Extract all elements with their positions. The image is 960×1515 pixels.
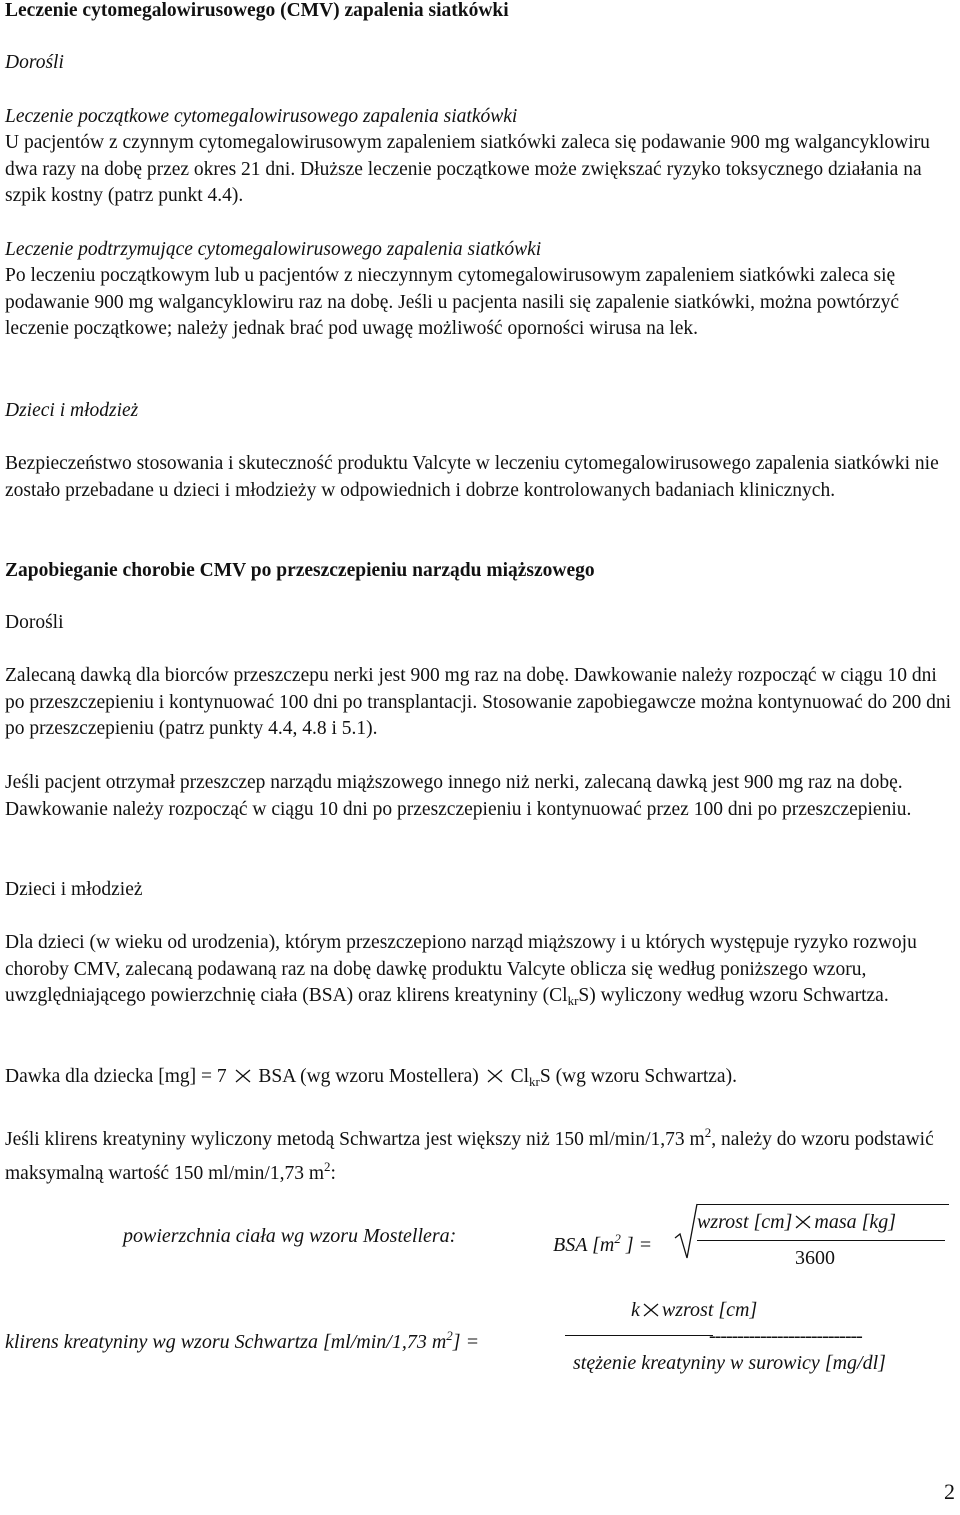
subheading-children: Dzieci i młodzież	[5, 400, 139, 421]
bsa-numerator: wzrost [cm] masa [kg]	[697, 1211, 897, 1233]
bsa-denominator: 3600	[795, 1247, 835, 1269]
schwartz-label: klirens kreatyniny wg wzoru Schwartza [ml/min/1,73 $m^2$] =	[5, 1328, 480, 1353]
schwartz-numerator: k wzrost [cm]	[631, 1299, 758, 1321]
subheading-initial-treatment: Leczenie początkowe cytomegalowirusowego zapalenia siatkówki	[5, 106, 518, 127]
subheading-children-prevention: Dzieci i młodzież	[5, 879, 143, 900]
section-title-cmv-retinitis: Leczenie cytomegalowirusowego (CMV) zapalenia siatkówki	[5, 0, 509, 21]
multiply-icon	[486, 1069, 504, 1083]
subheading-maintenance-treatment: Leczenie podtrzymujące cytomegalowirusowego zapalenia siatkówki	[5, 239, 542, 260]
paragraph-children-retinitis: Bezpieczeństwo stosowania i skuteczność produktu Valcyte w leczeniu cytomegalowirusowego zapalenia siatkówki nie zostało przebadane u dzieci i młodzieży w odpowiednich i dobrze kontrolowanych badaniach klinicznych.	[5, 453, 939, 501]
paragraph-maintenance-treatment: Po leczeniu początkowym lub u pacjentów z nieczynnym cytomegalowirusowym zapaleniem siatkówki zaleca się podawanie 900 mg walgancyklowiru raz na dobę. Jeśli u pacjenta nasili się zapalenie siatkówki, można powtórzyć leczenie początkowe; należy jednak brać pod uwagę możliwość oporności wirusa na lek.	[5, 265, 900, 339]
bsa-lhs: BSA [$m^2$ ] =	[553, 1231, 653, 1256]
sqrt-overline	[697, 1204, 949, 1205]
square-root-icon	[673, 1200, 699, 1262]
multiply-icon	[794, 1215, 812, 1229]
paragraph-initial-treatment: U pacjentów z czynnym cytomegalowirusowym zapaleniem siatkówki zaleca się podawanie 900 mg walgancyklowiru dwa razy na dobę przez okres 21 dni. Dłuższe leczenie początkowe może zwiększać ryzyko toksycznego działania na szpik kostny (patrz punkt 4.4).	[5, 132, 930, 206]
multiply-icon	[642, 1303, 660, 1317]
mosteller-label: powierzchnia ciała wg wzoru Mostellera:	[123, 1225, 457, 1247]
paragraph-clearance-limit: Jeśli klirens kreatyniny wyliczony metodą Schwartza jest większy niż 150 ml/min/1,73 $m^2$, należy do wzoru podstawić maksymalną wartość 150 ml/min/1,73 $m^2$:	[5, 1125, 934, 1184]
paragraph-adults-kidney: Zalecaną dawką dla biorców przeszczepu nerki jest 900 mg raz na dobę. Dawkowanie należy rozpocząć w ciągu 10 dni po przeszczepieniu i kontynuować 100 dni po transplantacji. Stosowanie zapobiegawcze można kontynuować do 200 dni po przeszczepieniu (patrz punkty 4.4, 4.8 i 5.1).	[5, 665, 952, 739]
subheading-adults: Dorośli	[5, 52, 64, 73]
dose-formula: Dawka dla dziecka [mg] = 7 BSA (wg wzoru Mostellera) $Cl_{kr}S$ (wg wzoru Schwartza).	[5, 1066, 737, 1089]
paragraph-children-dosing: Dla dzieci (w wieku od urodzenia), którym przeszczepiono narząd miąższowy i u których występuje ryzyko rozwoju choroby CMV, zalecaną podawaną raz na dobę dawkę produktu Valcyte oblicza się według poniższego wzoru, uwzględniającego powierzchnię ciała (BSA) oraz klirens kreatyniny $(Cl_{kr}S)$ wyliczony według wzoru Schwartza.	[5, 932, 917, 1008]
paragraph-adults-other-organs: Jeśli pacjent otrzymał przeszczep narządu miąższowego innego niż nerki, zalecaną dawką jest 900 mg raz na dobę. Dawkowanie należy rozpocząć w ciągu 10 dni po przeszczepieniu i kontynuować przez 100 dni po przeszczepieniu.	[5, 772, 912, 820]
page-number: 2	[944, 1478, 955, 1504]
schwartz-dashes: ---------------------------	[709, 1325, 862, 1347]
bsa-fraction-line	[697, 1240, 945, 1241]
subheading-adults-prevention: Dorośli	[5, 612, 64, 633]
section-title-prevention: Zapobieganie chorobie CMV po przeszczepieniu narządu miąższowego	[5, 560, 595, 581]
schwartz-denominator: stężenie kreatyniny w surowicy [mg/dl]	[573, 1352, 886, 1374]
schwartz-fraction-line	[565, 1335, 713, 1336]
multiply-icon	[234, 1069, 252, 1083]
